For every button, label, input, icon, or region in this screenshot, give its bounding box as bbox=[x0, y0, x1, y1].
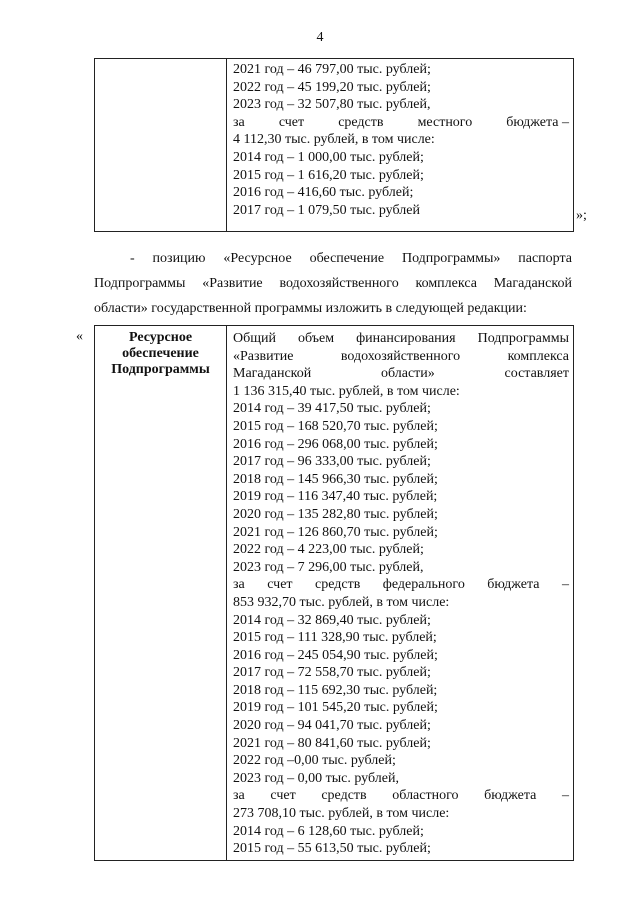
year-line: 2022 год –0,00 тыс. рублей; bbox=[233, 753, 396, 769]
year-line: 2014 год – 39 417,50 тыс. рублей; bbox=[233, 401, 431, 417]
heading-line: Ресурсное bbox=[128, 330, 193, 345]
heading-line: Подпрограммы bbox=[111, 362, 210, 377]
opening-quote: « bbox=[76, 329, 83, 344]
year-line: 2018 год – 115 692,30 тыс. рублей; bbox=[233, 682, 438, 698]
instruction-paragraph-line-1: - позицию «Ресурсное обеспечение Подпрограммы» паспорта bbox=[130, 251, 572, 266]
continuation-value-cell bbox=[227, 59, 574, 232]
regional-budget-line: за счет средств областного бюджета – bbox=[233, 788, 569, 804]
funding-line: 4 112,30 тыс. рублей, в том числе: bbox=[233, 132, 435, 148]
year-line: 2022 год – 4 223,00 тыс. рублей; bbox=[233, 542, 424, 558]
funding-line: 2014 год – 1 000,00 тыс. рублей; bbox=[233, 149, 424, 165]
regional-total-line: 273 708,10 тыс. рублей, в том числе: bbox=[233, 806, 450, 822]
year-line: 2020 год – 135 282,80 тыс. рублей; bbox=[233, 506, 438, 522]
intro-line: Магаданской области» составляет bbox=[233, 366, 569, 382]
year-line: 2021 год – 126 860,70 тыс. рублей; bbox=[233, 524, 438, 540]
funding-line: 2022 год – 45 199,20 тыс. рублей; bbox=[233, 79, 431, 95]
resource-value-cell bbox=[227, 326, 574, 861]
year-line: 2019 год – 116 347,40 тыс. рублей; bbox=[233, 489, 438, 505]
total-line: 1 136 315,40 тыс. рублей, в том числе: bbox=[233, 383, 460, 399]
continuation-label-cell bbox=[95, 59, 227, 232]
federal-budget-line: за счет средств федерального бюджета – bbox=[233, 577, 569, 593]
funding-line: 2017 год – 1 079,50 тыс. рублей bbox=[233, 202, 420, 218]
year-line: 2014 год – 6 128,60 тыс. рублей; bbox=[233, 823, 424, 839]
local-budget-line: за счет средств местного бюджета – bbox=[233, 114, 569, 130]
heading-line: обеспечение bbox=[122, 346, 199, 361]
year-line: 2016 год – 245 054,90 тыс. рублей; bbox=[233, 647, 438, 663]
page-number: 4 bbox=[316, 30, 324, 45]
funding-line: 2016 год – 416,60 тыс. рублей; bbox=[233, 185, 414, 201]
intro-line: Общий объем финансирования Подпрограммы bbox=[233, 331, 569, 346]
year-line: 2023 год – 0,00 тыс. рублей, bbox=[233, 770, 399, 786]
funding-line: 2015 год – 1 616,20 тыс. рублей; bbox=[233, 167, 424, 183]
funding-line: 2021 год – 46 797,00 тыс. рублей; bbox=[233, 62, 431, 77]
year-line: 2020 год – 94 041,70 тыс. рублей; bbox=[233, 718, 431, 734]
funding-line: 2023 год – 32 507,80 тыс. рублей, bbox=[233, 97, 431, 113]
resource-table bbox=[94, 325, 574, 861]
year-line: 2021 год – 80 841,60 тыс. рублей; bbox=[233, 735, 431, 751]
year-line: 2018 год – 145 966,30 тыс. рублей; bbox=[233, 471, 438, 487]
continuation-table bbox=[94, 58, 574, 232]
year-line: 2015 год – 168 520,70 тыс. рублей; bbox=[233, 418, 438, 434]
resource-heading-cell bbox=[95, 326, 227, 861]
year-line: 2019 год – 101 545,20 тыс. рублей; bbox=[233, 700, 438, 716]
instruction-paragraph-line-3: области» государственной программы изложить в следующей редакции: bbox=[94, 301, 527, 316]
year-line: 2017 год – 72 558,70 тыс. рублей; bbox=[233, 665, 431, 681]
year-line: 2016 год – 296 068,00 тыс. рублей; bbox=[233, 436, 438, 452]
year-line: 2017 год – 96 333,00 тыс. рублей; bbox=[233, 454, 431, 470]
year-line: 2015 год – 55 613,50 тыс. рублей; bbox=[233, 841, 431, 857]
year-line: 2015 год – 111 328,90 тыс. рублей; bbox=[233, 630, 437, 646]
year-line: 2014 год – 32 869,40 тыс. рублей; bbox=[233, 612, 431, 628]
intro-line: «Развитие водохозяйственного комплекса bbox=[233, 348, 569, 364]
closing-quote: »; bbox=[576, 208, 587, 223]
federal-total-line: 853 932,70 тыс. рублей, в том числе: bbox=[233, 594, 450, 610]
instruction-paragraph-line-2: Подпрограммы «Развитие водохозяйственного комплекса Магаданской bbox=[94, 276, 572, 291]
year-line: 2023 год – 7 296,00 тыс. рублей, bbox=[233, 559, 424, 575]
